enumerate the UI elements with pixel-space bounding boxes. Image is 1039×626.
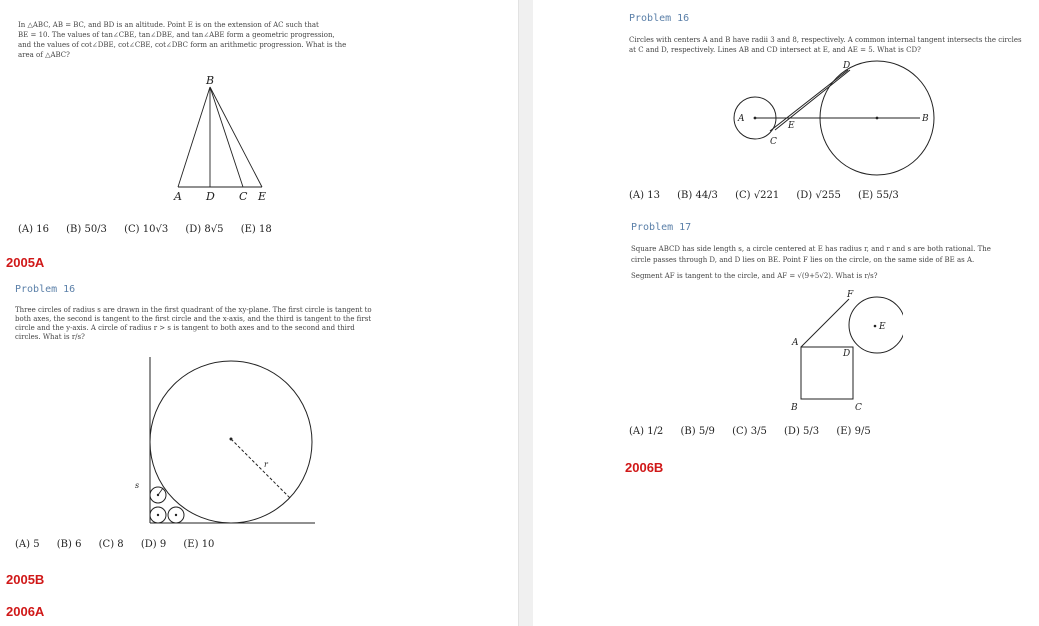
answer-choices bbox=[18, 224, 286, 235]
answer-b: (B) 50/3 bbox=[66, 224, 107, 235]
point-label-b: B bbox=[922, 114, 929, 124]
answer-d: (D) 8√5 bbox=[185, 224, 224, 235]
point-label-d: D bbox=[843, 349, 851, 359]
answer-e: (E) 9/5 bbox=[836, 426, 871, 437]
problem-text-line: Circles with centers A and B have radii 3 and 8, respectively. A common internal tangent intersects the circles bbox=[629, 36, 1022, 44]
answer-d: (D) √255 bbox=[796, 190, 841, 201]
point-label-d: D bbox=[843, 61, 851, 71]
triangle-diagram bbox=[160, 72, 280, 207]
year-label: 2005B bbox=[6, 572, 45, 587]
problem-text-line: circle and the y-axis. A circle of radius r > s is tangent to both axes and to the second and third bbox=[15, 324, 355, 332]
problem-text-line: at C and D, respectively. Lines AB and CD intersect at E, and AE = 5. What is CD? bbox=[629, 46, 921, 54]
answer-b: (B) 6 bbox=[56, 539, 82, 550]
square-circle-diagram bbox=[783, 286, 903, 416]
year-label: 2006B bbox=[625, 460, 664, 475]
vertex-label-b: B bbox=[206, 74, 215, 87]
problem-text-line: BE = 10. The values of tan∠CBE, tan∠DBE, and tan∠ABE form a geometric progression, bbox=[18, 31, 335, 39]
problem-title: Problem 16 bbox=[15, 284, 76, 295]
point-label-c: C bbox=[770, 137, 777, 147]
problem-title: Problem 16 bbox=[629, 13, 690, 24]
answer-c: (C) 3/5 bbox=[732, 426, 767, 437]
answer-choices bbox=[629, 426, 885, 437]
answer-a: (A) 5 bbox=[15, 539, 40, 550]
vertex-label-c: C bbox=[239, 190, 248, 203]
problem-text-line: Square ABCD has side length s, a circle centered at E has radius r, and r and s are both rational. The bbox=[631, 245, 991, 253]
problem-title: Problem 17 bbox=[631, 222, 692, 233]
tangent-circles-diagram bbox=[725, 58, 955, 178]
answer-d: (D) 5/3 bbox=[784, 426, 820, 437]
answer-e: (E) 18 bbox=[240, 224, 272, 235]
right-page bbox=[533, 0, 1039, 626]
answer-e: (E) 10 bbox=[183, 539, 215, 550]
point-label-c: C bbox=[855, 403, 862, 413]
answer-c: (C) 10√3 bbox=[124, 224, 169, 235]
problem-text-line: and the values of cot∠DBE, cot∠CBE, cot∠DBC form an arithmetic progression. What is the bbox=[18, 41, 347, 49]
point-label-a: A bbox=[792, 338, 799, 348]
radius-label-s: s bbox=[135, 481, 140, 490]
answer-a: (A) 16 bbox=[18, 224, 49, 235]
year-label: 2005A bbox=[6, 255, 45, 270]
point-label-e: E bbox=[788, 121, 795, 131]
answer-d: (D) 9 bbox=[140, 539, 167, 550]
answer-b: (B) 44/3 bbox=[677, 190, 718, 201]
year-label: 2006A bbox=[6, 604, 45, 619]
answer-c: (C) √221 bbox=[735, 190, 780, 201]
answer-a: (A) 1/2 bbox=[629, 426, 664, 437]
page-gutter bbox=[518, 0, 534, 626]
answer-choices bbox=[15, 539, 228, 550]
point-label-b: B bbox=[791, 403, 798, 413]
problem-text-line: both axes, the second is tangent to the first circle and the x-axis, and the third is tangent to the first bbox=[15, 315, 372, 323]
answer-choices bbox=[629, 190, 913, 201]
problem-text-line: circles. What is r/s? bbox=[15, 333, 85, 341]
vertex-label-e: E bbox=[258, 190, 267, 203]
point-label-e: E bbox=[879, 322, 886, 332]
problem-text-line: area of △ABC? bbox=[18, 51, 70, 59]
vertex-label-d: D bbox=[206, 190, 215, 203]
problem-text-line: Segment AF is tangent to the circle, and AF = √(9+5√2). What is r/s? bbox=[631, 272, 878, 280]
problem-text-line: Three circles of radius s are drawn in the first quadrant of the xy-plane. The first circle is tangent to bbox=[15, 306, 372, 314]
vertex-label-a: A bbox=[174, 190, 182, 203]
answer-c: (C) 8 bbox=[98, 539, 124, 550]
radius-label-r: r bbox=[264, 460, 268, 469]
answer-e: (E) 55/3 bbox=[858, 190, 899, 201]
point-label-a: A bbox=[738, 114, 745, 124]
point-label-f: F bbox=[847, 290, 854, 300]
problem-text-line: circle passes through D, and D lies on BE. Point F lies on the circle, on the same side of BE as A. bbox=[631, 256, 975, 264]
circles-in-quadrant-diagram bbox=[130, 355, 320, 530]
answer-a: (A) 13 bbox=[629, 190, 660, 201]
answer-b: (B) 5/9 bbox=[680, 426, 715, 437]
problem-text-line: In △ABC, AB = BC, and BD is an altitude. Point E is on the extension of AC such that bbox=[18, 21, 319, 29]
